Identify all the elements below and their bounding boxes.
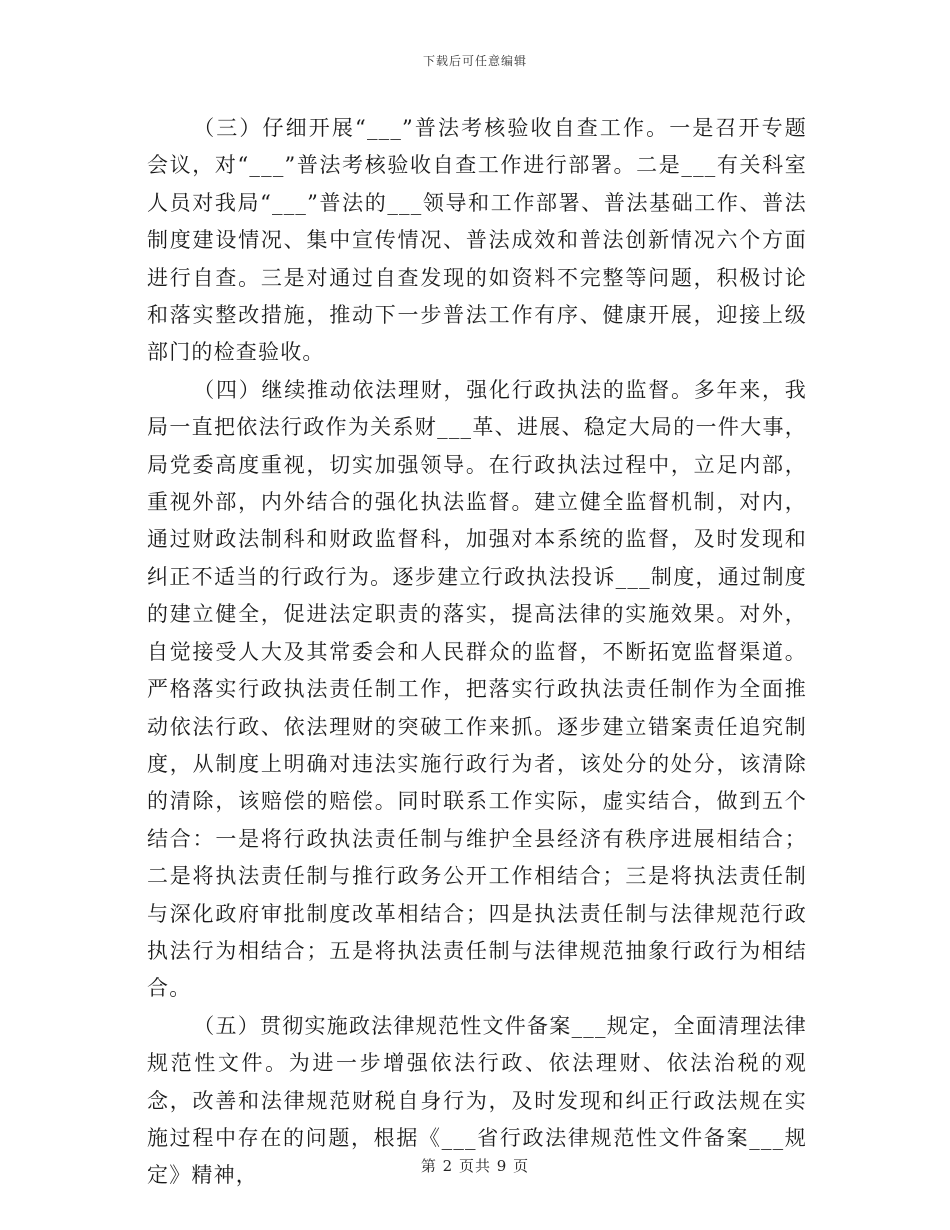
paragraph-3: （三）仔细开展“___”普法考核验收自查工作。一是召开专题会议，对“___”普法考核验收自查工作进行部署。二是___有关科室人员对我局“___”普法的___领导和工作部署、普法基础工作、普法制度建设情况、集中宣传情况、普法成效和普法创新情况六个方面进行自查。三是对通过自查发现的如资料不完整等问题，积极讨论和落实整改措施，推动下一步普法工作有序、健康开展，迎接上级部门的检查验收。 (147, 116, 807, 365)
page-footer: 第 2 页共 9 页 (420, 1157, 530, 1175)
page-header: 下载后可任意编辑 (422, 54, 527, 68)
paragraph-4: （四）继续推动依法理财，强化行政执法的监督。多年来，我局一直把依法行政作为关系财___革、进展、稳定大局的一件大事，局党委高度重视，切实加强领导。在行政执法过程中，立足内部，重视外部，内外结合的强化执法监督。建立健全监督机制，对内，通过财政法制科和财政监督科，加强对本系统的监督，及时发现和纠正不适当的行政行为。逐步建立行政执法投诉___制度，通过制度的建立健全，促进法定职责的落实，提高法律的实施效果。对外，自觉接受人大及其常委会和人民群众的监督，不断拓宽监督渠道。严格落实行政执法责任制工作，把落实行政执法责任制作为全面推动依法行政、依法理财的突破工作来抓。逐步建立错案责任追究制度，从制度上明确对违法实施行政行为者，该处分的处分，该清除的清除，该赔偿的赔偿。同时联系工作实际，虚实结合，做到五个结合：一是将行政执法责任制与维护全县经济有秩序进展相结合；二是将执法责任制与推行政务公开工作相结合；三是将执法责任制与深化政府审批制度改革相结合；四是执法责任制与法律规范行政执法行为相结合；五是将执法责任制与法律规范抽象行政行为相结合。 (147, 377, 807, 1001)
document-body (147, 110, 807, 1195)
paragraph-5: （五）贯彻实施政法律规范性文件备案___规定，全面清理法律规范性文件。为进一步增强依法行政、依法理财、依法治税的观念，改善和法律规范财税自身行为，及时发现和纠正行政法规在实施过程中存在的问题，根据《___省行政法律规范性文件备案___规定》精神， (147, 1013, 807, 1188)
